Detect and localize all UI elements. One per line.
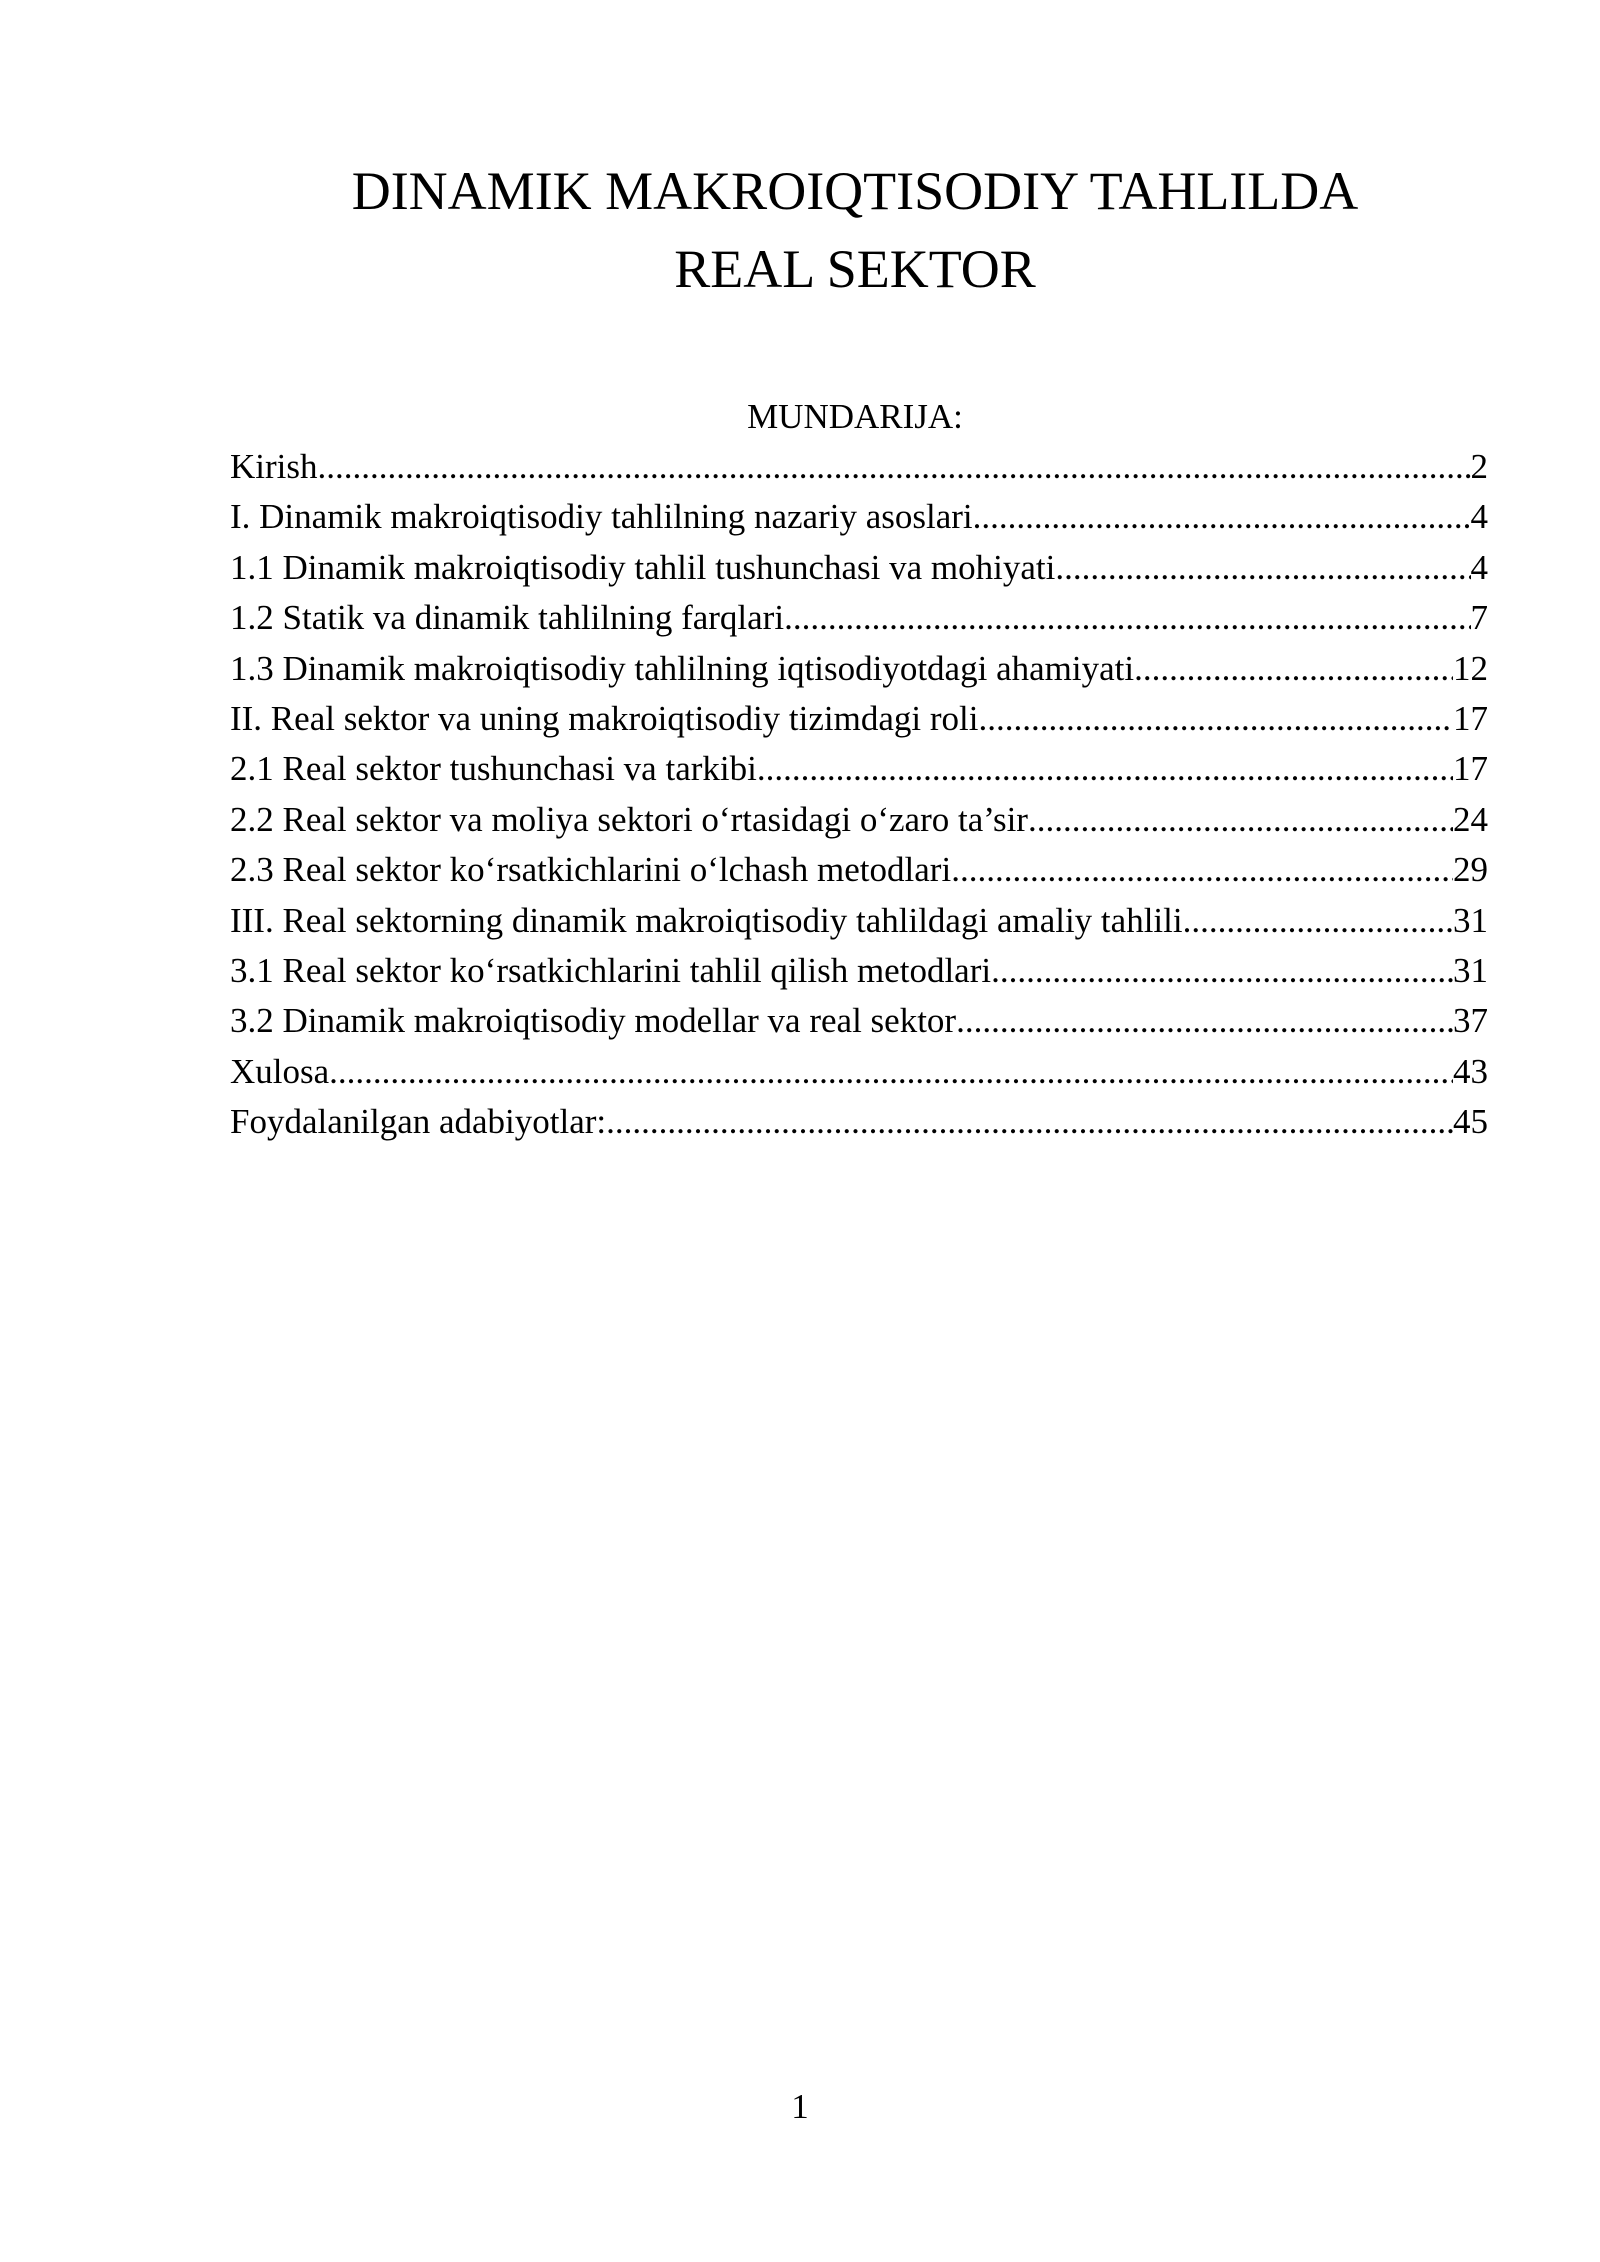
toc-leader-dots <box>951 845 1453 895</box>
toc-entry-label: II. Real sektor va uning makroiqtisodiy tizimdagi roli <box>230 698 979 738</box>
toc-entry-page: 31 <box>1453 900 1488 940</box>
toc-leader-dots <box>1183 896 1453 946</box>
toc-leader-dots <box>329 1047 1453 1097</box>
toc-entry <box>230 795 1488 845</box>
toc-leader-dots <box>978 694 1453 744</box>
toc-entry <box>230 996 1488 1046</box>
toc-entry-page: 17 <box>1453 698 1488 738</box>
toc-entry-page: 37 <box>1453 1001 1488 1041</box>
toc-entry <box>230 593 1488 643</box>
toc-entry-page: 2 <box>1470 447 1488 486</box>
toc-entry <box>230 845 1488 895</box>
toc-entry-page: 17 <box>1453 749 1488 789</box>
toc-entry-label: Foydalanilgan adabiyotlar: <box>230 1102 607 1142</box>
toc-entry <box>230 744 1488 794</box>
toc-entry-label: I. Dinamik makroiqtisodiy tahlilning nazariy asoslari <box>230 497 973 537</box>
toc-leader-dots <box>784 593 1470 643</box>
toc-entry-label: 1.1 Dinamik makroiqtisodiy tahlil tushunchasi va mohiyati <box>230 547 1056 587</box>
toc-entry <box>230 644 1488 694</box>
toc-entry-label: Kirish <box>230 447 318 486</box>
toc-entry-page: 29 <box>1453 850 1488 890</box>
toc-entry-label: III. Real sektorning dinamik makroiqtisodiy tahlildagi amaliy tahlili <box>230 900 1183 940</box>
toc-entry-page: 4 <box>1470 497 1488 537</box>
toc-entry <box>230 1047 1488 1097</box>
toc-entry <box>230 543 1488 593</box>
toc-entry-label: Xulosa <box>230 1051 330 1091</box>
toc-entry-page: 12 <box>1453 648 1488 688</box>
toc-leader-dots <box>606 1097 1453 1147</box>
toc-entry <box>230 694 1488 744</box>
toc-leader-dots <box>991 946 1453 996</box>
toc-entry-label: 3.1 Real sektor ko‘rsatkichlarini tahlil qilish metodlari <box>230 950 992 990</box>
toc-entry-page: 45 <box>1453 1102 1488 1142</box>
toc-entry-page: 7 <box>1470 598 1488 638</box>
toc-entry-label: 2.1 Real sektor tushunchasi va tarkibi <box>230 749 757 789</box>
toc-entry-page: 43 <box>1453 1051 1488 1091</box>
title-line-2: REAL SEKTOR <box>674 239 1036 299</box>
toc-entry <box>230 946 1488 996</box>
toc-leader-dots <box>318 442 1471 492</box>
toc-entry <box>230 896 1488 946</box>
toc-leader-dots <box>956 996 1453 1046</box>
toc-entry <box>230 1097 1488 1147</box>
toc-entry-label: 3.2 Dinamik makroiqtisodiy modellar va real sektor <box>230 1001 957 1041</box>
toc-leader-dots <box>1134 644 1453 694</box>
page-number: 1 <box>791 2087 809 2126</box>
toc-entry <box>230 492 1488 542</box>
toc-leader-dots <box>1028 795 1453 845</box>
toc-entry-page: 31 <box>1453 950 1488 990</box>
toc-entry <box>230 442 1488 492</box>
table-of-contents <box>230 442 1488 1147</box>
toc-entry-label: 2.2 Real sektor va moliya sektori o‘rtasidagi o‘zaro ta’sir <box>230 799 1028 839</box>
toc-leader-dots <box>973 492 1471 542</box>
toc-leader-dots <box>757 744 1453 794</box>
toc-heading: MUNDARIJA: <box>747 397 963 436</box>
toc-entry-page: 24 <box>1453 799 1488 839</box>
toc-entry-label: 1.3 Dinamik makroiqtisodiy tahlilning iqtisodiyotdagi ahamiyati <box>230 648 1135 688</box>
toc-entry-label: 2.3 Real sektor ko‘rsatkichlarini o‘lchash metodlari <box>230 850 952 890</box>
toc-entry-page: 4 <box>1470 547 1488 587</box>
toc-leader-dots <box>1055 543 1470 593</box>
toc-entry-label: 1.2 Statik va dinamik tahlilning farqlari <box>230 598 785 638</box>
title-line-1: DINAMIK MAKROIQTISODIY TAHLILDA <box>351 161 1359 221</box>
document-title <box>230 152 1480 308</box>
